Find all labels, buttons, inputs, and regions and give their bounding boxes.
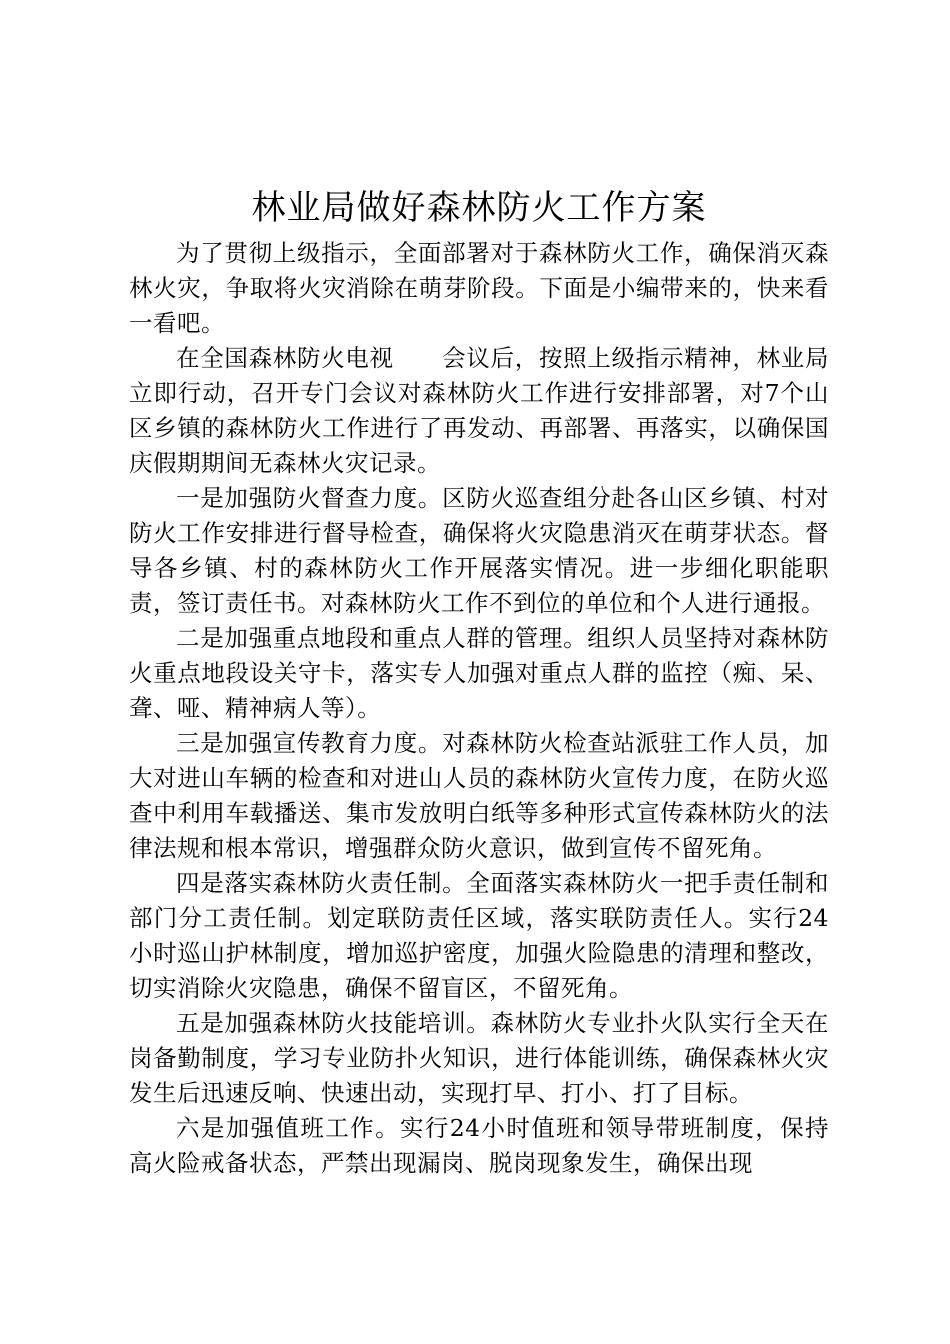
document-page — [129, 180, 829, 1181]
paragraph-measure-4: 四是落实森林防火责任制。全面落实森林防火一把手责任制和部门分工责任制。划定联防责任区域，落实联防责任人。实行24小时巡山护林制度，增加巡护密度，加强火险隐患的清理和整改，切实消除火灾隐患，确保不留盲区，不留死角。 — [129, 869, 829, 1002]
paragraph-measure-2: 二是加强重点地段和重点人群的管理。组织人员坚持对森林防火重点地段设关守卡，落实专人加强对重点人群的监控（痴、呆、聋、哑、精神病人等）。 — [129, 624, 829, 722]
paragraph-intro: 为了贯彻上级指示，全面部署对于森林防火工作，确保消灭森林火灾，争取将火灾消除在萌芽阶段。下面是小编带来的，快来看一看吧。 — [129, 239, 829, 337]
paragraph-measure-6: 六是加强值班工作。实行24小时值班和领导带班制度，保持高火险戒备状态，严禁出现漏岗、脱岗现象发生，确保出现 — [129, 1114, 829, 1177]
paragraph-measure-1: 一是加强防火督查力度。区防火巡查组分赴各山区乡镇、村对防火工作安排进行督导检查，确保将火灾隐患消灭在萌芽状态。督导各乡镇、村的森林防火工作开展落实情况。进一步细化职能职责，签订责任书。对森林防火工作不到位的单位和个人进行通报。 — [129, 484, 829, 617]
paragraph-measure-3: 三是加强宣传教育力度。对森林防火检查站派驻工作人员，加大对进山车辆的检查和对进山人员的森林防火宣传力度，在防火巡查中利用车载播送、集市发放明白纸等多种形式宣传森林防火的法律法规和根本常识，增强群众防火意识，做到宣传不留死角。 — [129, 729, 829, 862]
paragraph-background: 在全国森林防火电视 会议后，按照上级指示精神，林业局立即行动，召开专门会议对森林防火工作进行安排部署，对7个山区乡镇的森林防火工作进行了再发动、再部署、再落实，以确保国庆假期期间无森林火灾记录。 — [129, 344, 829, 477]
document-title: 林业局做好森林防火工作方案 — [251, 188, 707, 228]
paragraph-measure-5: 五是加强森林防火技能培训。森林防火专业扑火队实行全天在岗备勤制度，学习专业防扑火知识，进行体能训练，确保森林火灾发生后迅速反响、快速出动，实现打早、打小、打了目标。 — [129, 1009, 829, 1107]
